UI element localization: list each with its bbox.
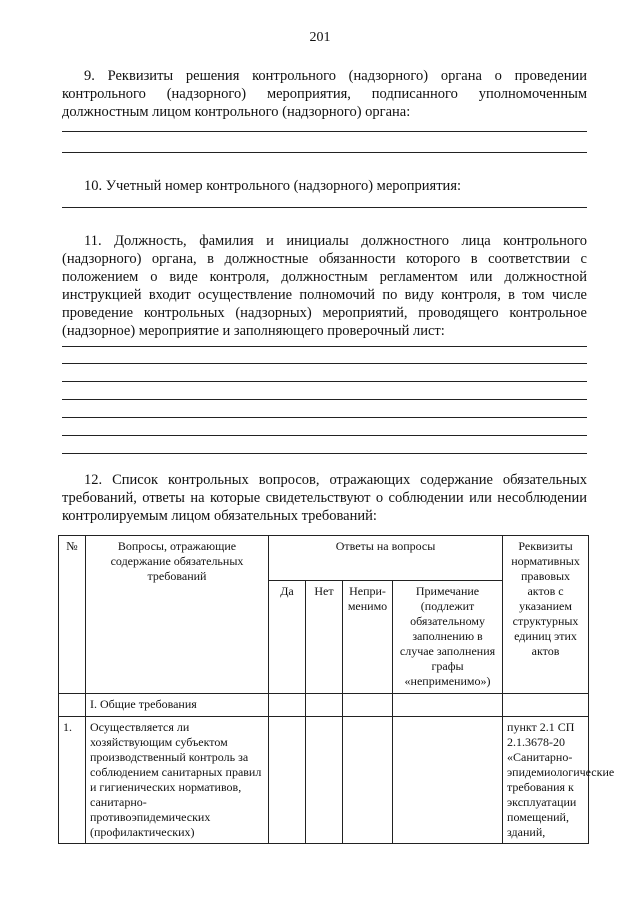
page-number: 201 xyxy=(309,30,331,45)
table-row xyxy=(59,717,589,844)
row-num: 1. xyxy=(59,717,86,844)
fill-line xyxy=(62,453,587,454)
fill-line xyxy=(62,363,587,364)
checklist-table xyxy=(58,535,615,844)
header-not-applicable: Непри-менимо xyxy=(343,581,393,694)
section-title: I. Общие требования xyxy=(86,694,269,717)
fill-line xyxy=(62,131,587,132)
section-11-text: 11. Должность, фамилия и инициалы должностного лица контрольного (надзорного) органа, в должностные обязанности которого в соответствии с положением о виде контроля, должностным регламентом или должностной инструкцией входит осуществление полномочий по виду контроля, в том числе проведение контрольных (надзорных) мероприятий, проводящего контрольное (надзорное) мероприятие и заполняющего проверочный лист: xyxy=(62,233,587,339)
section-9-text: 9. Реквизиты решения контрольного (надзорного) органа о проведении контрольного (надзорного) мероприятия, подписанного уполномоченным должностным лицом контрольного (надзорного) органа: xyxy=(62,68,587,120)
row-question: Осуществляется ли хозяйствующим субъектом производственный контроль за соблюдением санитарных правил и гигиенических нормативов, санитарно-противоэпидемических (профилактических) xyxy=(86,717,269,844)
header-questions: Вопросы, отражающие содержание обязательных требований xyxy=(86,536,269,694)
fill-line xyxy=(62,399,587,400)
header-answers: Ответы на вопросы xyxy=(269,536,503,581)
header-num: № xyxy=(59,536,86,694)
fill-line xyxy=(62,417,587,418)
section-12-text: 12. Список контрольных вопросов, отражающих содержание обязательных требований, ответы на которые свидетельствуют о соблюдении или несоблюдении контролируемым лицом обязательных требований: xyxy=(62,472,587,524)
header-yes: Да xyxy=(269,581,306,694)
fill-line xyxy=(62,435,587,436)
header-requisites: Реквизиты нормативных правовых актов с указанием структурных единиц этих актов xyxy=(503,536,589,694)
fill-line xyxy=(62,207,587,208)
fill-line xyxy=(62,152,587,153)
answer-note-cell[interactable] xyxy=(393,717,503,844)
answer-yes-cell[interactable] xyxy=(269,717,306,844)
answer-no-cell[interactable] xyxy=(306,717,343,844)
fill-line xyxy=(62,346,587,347)
fill-line xyxy=(62,381,587,382)
table-header-row xyxy=(59,536,589,581)
header-note: Примечание (подлежит обязательному заполнению в случае заполнения графы «неприменимо») xyxy=(393,581,503,694)
row-requisites: пункт 2.1 СП 2.1.3678-20 «Санитарно-эпидемиологические требования к эксплуатации помещений, зданий, xyxy=(503,717,589,844)
section-row xyxy=(59,694,589,717)
header-no: Нет xyxy=(306,581,343,694)
answer-na-cell[interactable] xyxy=(343,717,393,844)
section-10-text: 10. Учетный номер контрольного (надзорного) мероприятия: xyxy=(84,178,462,194)
